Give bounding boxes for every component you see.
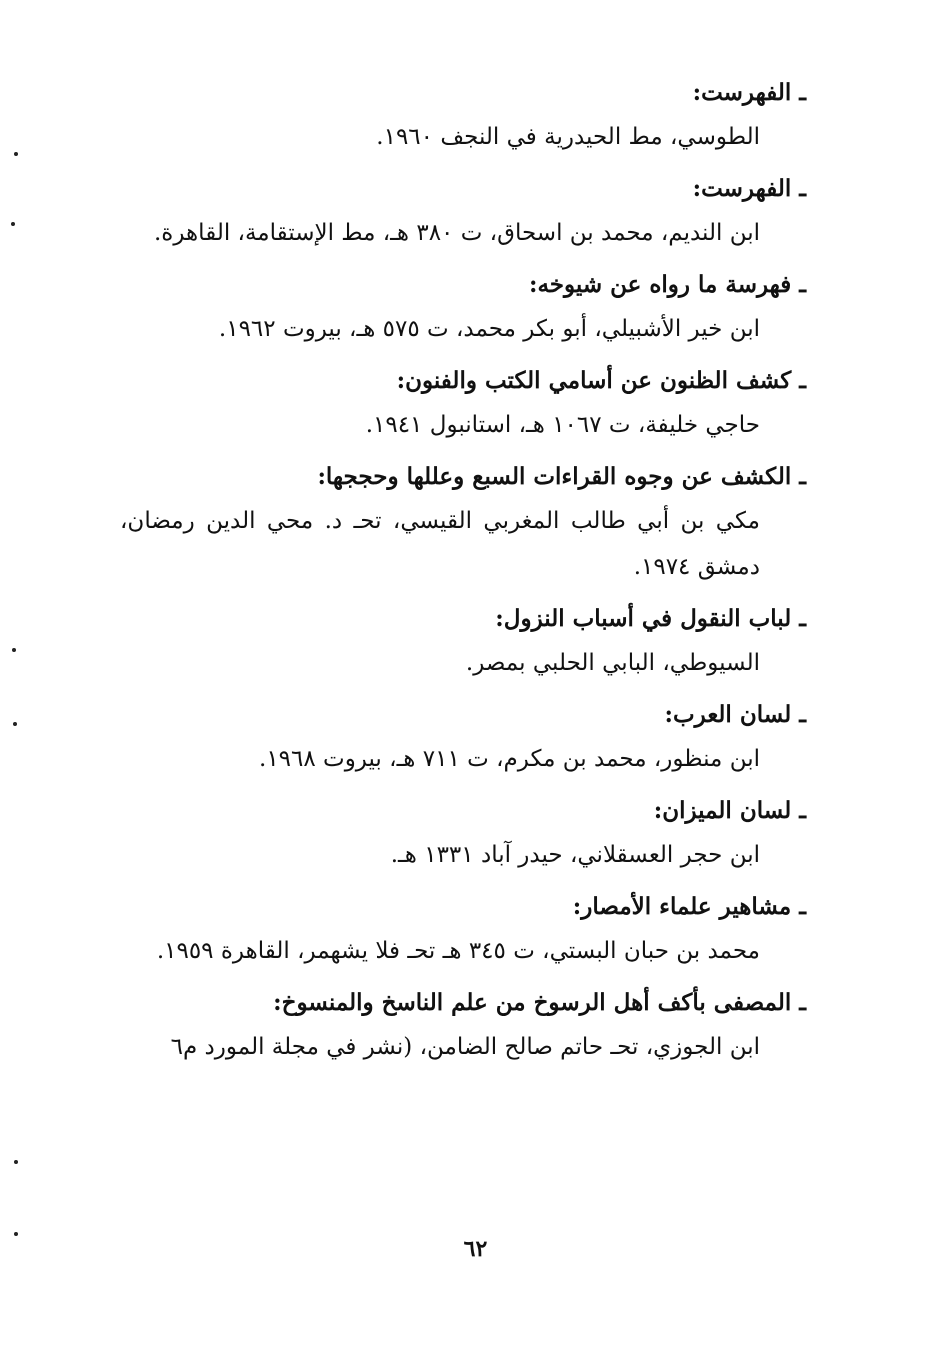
entry-details: الطوسي، مط الحيدرية في النجف ١٩٦٠. [376, 124, 760, 150]
entry-details: ابن خير الأشبيلي، أبو بكر محمد، ت ٥٧٥ هـ، بيروت ١٩٦٢. [218, 316, 760, 342]
scan-speck [13, 722, 17, 726]
entry-details: محمد بن حبان البستي، ت ٣٤٥ هـ تحـ فلا يشهمر، القاهرة ١٩٥٩. [156, 938, 760, 964]
entry-title: ـ الكشف عن وجوه القراءات السبع وعللها وحججها: [317, 463, 806, 490]
entry-title: ـ الفهرست: [692, 79, 806, 106]
entry-details: ابن الجوزي، تحـ حاتم صالح الضامن، (نشر في مجلة المورد م٦ [170, 1034, 760, 1060]
bibliography-entry [120, 602, 806, 686]
scan-speck [14, 1160, 18, 1164]
entry-title: ـ لباب النقول في أسباب النزول: [495, 605, 806, 632]
entry-details: حاجي خليفة، ت ١٠٦٧ هـ، استانبول ١٩٤١. [365, 412, 760, 438]
bibliography-entry [120, 890, 806, 974]
entry-details: ابن منظور، محمد بن مكرم، ت ٧١١ هـ، بيروت ١٩٦٨. [259, 746, 760, 772]
entry-details: ابن النديم، محمد بن اسحاق، ت ٣٨٠ هـ، مط الإستقامة، القاهرة. [154, 220, 760, 246]
entry-title: ـ فهرسة ما رواه عن شيوخه: [528, 271, 806, 298]
bibliography-entry [120, 76, 806, 160]
bibliography-entry [120, 986, 806, 1070]
bibliography-entry [120, 698, 806, 782]
bibliography-list [120, 76, 806, 1070]
scan-speck [11, 222, 15, 226]
entry-details: ابن حجر العسقلاني، حيدر آباد ١٣٣١ هـ. [390, 842, 760, 868]
bibliography-entry [120, 460, 806, 590]
entry-details: مكي بن أبي طالب المغربي القيسي، تحـ د. محي الدين رمضان، دمشق ١٩٧٤. [120, 508, 760, 580]
scan-speck [12, 648, 16, 652]
bibliography-entry [120, 172, 806, 256]
scan-speck [14, 152, 18, 156]
entry-title: ـ مشاهير علماء الأمصار: [572, 893, 806, 920]
entry-title: ـ لسان العرب: [664, 701, 806, 728]
bibliography-entry [120, 794, 806, 878]
page-number: ٦٢ [463, 1236, 488, 1262]
entry-details: السيوطي، البابي الحلبي بمصر. [465, 650, 760, 676]
bibliography-entry [120, 364, 806, 448]
entry-title: ـ كشف الظنون عن أسامي الكتب والفنون: [396, 367, 806, 394]
entry-title: ـ المصفى بأكف أهل الرسوخ من علم الناسخ والمنسوخ: [273, 989, 806, 1016]
entry-title: ـ لسان الميزان: [653, 797, 806, 824]
entry-title: ـ الفهرست: [692, 175, 806, 202]
bibliography-entry [120, 268, 806, 352]
